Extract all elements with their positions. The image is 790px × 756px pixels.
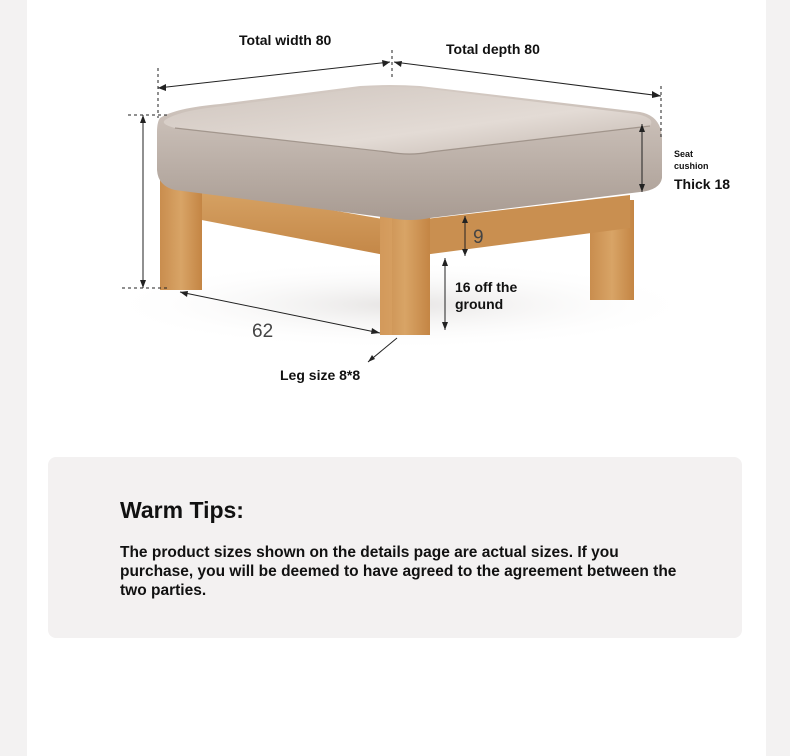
warm-tips-panel	[48, 457, 742, 638]
total-width-label: Total width 80	[239, 32, 332, 48]
warm-tips-title: Warm Tips:	[120, 497, 244, 523]
thickness-label: Thick 18	[674, 176, 731, 192]
apron-height-label: 9	[473, 227, 484, 248]
ground-clearance-label: 16 off the ground	[455, 279, 518, 312]
seat-cushion-label: Seat cushion	[674, 149, 709, 171]
leg-size-label: Leg size 8*8	[280, 367, 361, 383]
total-depth-label: Total depth 80	[446, 41, 540, 57]
warm-tips-text: The product sizes shown on the details page are actual sizes. If you purchase, you will be deemed to have agreed to the agreement between the two parties.	[120, 544, 677, 599]
side-length-label: 62	[252, 321, 274, 342]
left-leg	[160, 180, 202, 290]
